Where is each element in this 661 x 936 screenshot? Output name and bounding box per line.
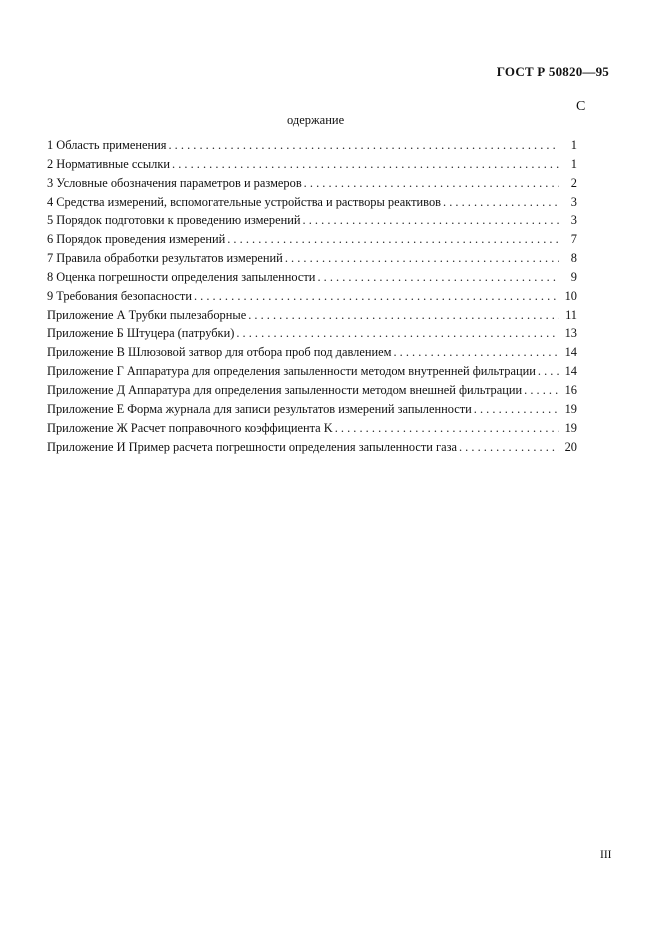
toc-entry-title: 9 Требования безопасности — [47, 288, 192, 303]
toc-entry[interactable] — [47, 383, 577, 402]
toc-entry-title: 6 Порядок проведения измерений — [47, 232, 226, 247]
toc-entry-page: 19 — [564, 420, 577, 435]
toc-entry-title: Приложение Д Аппаратура для определения запыленности методом внешней фильтрации — [47, 382, 523, 397]
toc-entry[interactable] — [47, 308, 577, 327]
toc-entry-page: 7 — [570, 232, 577, 247]
toc-entry-page: 13 — [564, 326, 577, 341]
title-initial-letter: С — [576, 99, 586, 114]
toc-dot-leader — [248, 308, 559, 323]
toc-dot-leader — [524, 383, 559, 398]
toc-dot-leader — [227, 232, 559, 247]
toc-entry-title: 4 Средства измерений, вспомогательные устройства и растворы реактивов — [47, 194, 441, 209]
toc-dot-leader — [538, 364, 559, 379]
toc-dot-leader — [393, 345, 559, 360]
toc-entry[interactable] — [47, 138, 577, 157]
toc-entry[interactable] — [47, 364, 577, 383]
toc-dot-leader — [443, 195, 559, 210]
toc-entry-page: 3 — [570, 213, 577, 228]
toc-entry[interactable] — [47, 402, 577, 421]
toc-entry-title: Приложение А Трубки пылезаборные — [47, 307, 247, 322]
toc-entry-title: 2 Нормативные ссылки — [47, 156, 170, 171]
toc-entry[interactable] — [47, 176, 577, 195]
toc-entry-page: 9 — [570, 269, 577, 284]
toc-entry-page: 1 — [570, 156, 577, 171]
table-of-contents — [47, 138, 577, 458]
toc-entry-title: 8 Оценка погрешности определения запыленности — [47, 269, 316, 284]
toc-entry-page: 11 — [565, 307, 577, 322]
toc-dot-leader — [303, 213, 559, 228]
toc-dot-leader — [168, 138, 559, 153]
document-code: ГОСТ Р 50820—95 — [496, 64, 609, 79]
toc-entry-title: Приложение В Шлюзовой затвор для отбора проб под давлением — [47, 345, 392, 360]
toc-entry[interactable] — [47, 232, 577, 251]
toc-dot-leader — [335, 421, 559, 436]
toc-entry[interactable] — [47, 213, 577, 232]
toc-entry[interactable] — [47, 421, 577, 440]
toc-entry[interactable] — [47, 289, 577, 308]
toc-entry[interactable] — [47, 251, 577, 270]
toc-entry[interactable] — [47, 157, 577, 176]
toc-entry-title: 7 Правила обработки результатов измерений — [47, 251, 283, 266]
toc-entry-page: 3 — [570, 194, 577, 209]
toc-entry-page: 16 — [564, 382, 577, 397]
page-title: одержание — [287, 113, 345, 127]
toc-entry-title: Приложение Ж Расчет поправочного коэффициента K — [47, 420, 333, 435]
toc-dot-leader — [172, 157, 559, 172]
toc-entry-page: 10 — [564, 288, 577, 303]
toc-dot-leader — [459, 440, 559, 455]
toc-dot-leader — [285, 251, 559, 266]
toc-entry[interactable] — [47, 440, 577, 459]
toc-entry-page: 20 — [564, 439, 577, 454]
toc-entry-page: 19 — [564, 401, 577, 416]
toc-entry-page: 8 — [570, 251, 577, 266]
toc-entry-title: 3 Условные обозначения параметров и размеров — [47, 175, 302, 190]
toc-dot-leader — [194, 289, 559, 304]
toc-entry[interactable] — [47, 345, 577, 364]
toc-entry-title: Приложение Г Аппаратура для определения запыленности методом внутренней фильтрации — [47, 364, 536, 379]
toc-entry[interactable] — [47, 326, 577, 345]
toc-entry-title: 1 Область применения — [47, 138, 167, 152]
toc-entry-page: 14 — [564, 345, 577, 360]
toc-dot-leader — [317, 270, 559, 285]
toc-entry[interactable] — [47, 195, 577, 214]
toc-entry-title: 5 Порядок подготовки к проведению измерений — [47, 213, 301, 228]
toc-entry-title: Приложение И Пример расчета погрешности определения запыленности газа — [47, 439, 457, 454]
page-number: III — [600, 849, 612, 861]
toc-entry-page: 1 — [570, 138, 577, 152]
toc-entry-page: 14 — [564, 364, 577, 379]
toc-entry-page: 2 — [570, 175, 577, 190]
toc-dot-leader — [304, 176, 559, 191]
toc-entry-title: Приложение Е Форма журнала для записи результатов измерений запыленности — [47, 401, 472, 416]
toc-dot-leader — [474, 402, 559, 417]
toc-entry-title: Приложение Б Штуцера (патрубки) — [47, 326, 235, 341]
toc-dot-leader — [236, 326, 559, 341]
toc-entry[interactable] — [47, 270, 577, 289]
